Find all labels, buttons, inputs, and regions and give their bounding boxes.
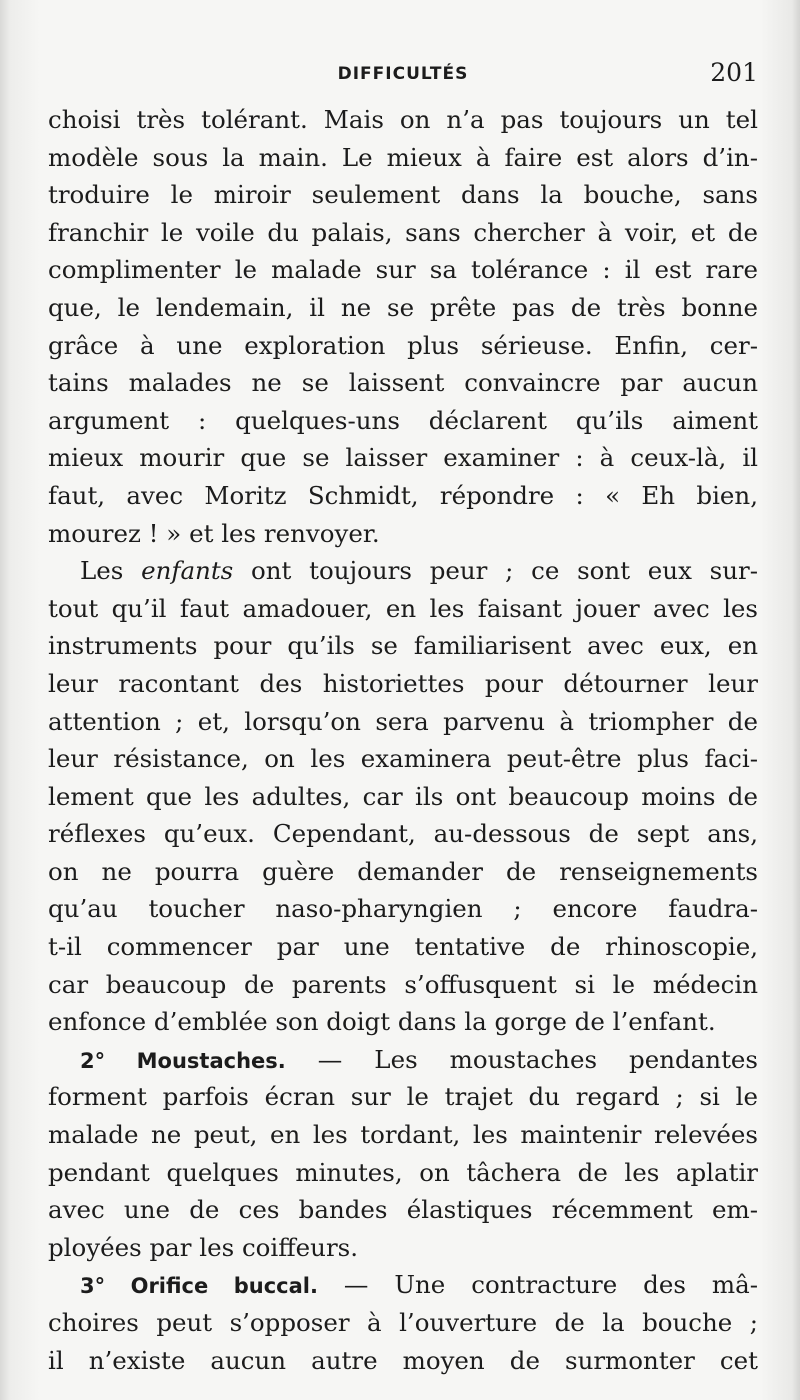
- running-title: DIFFICULTÉS: [337, 64, 469, 84]
- text-line: [48, 289, 758, 327]
- text-run: Les: [80, 556, 142, 586]
- section-heading: 2° Moustaches.: [80, 1048, 286, 1073]
- text-line: [48, 176, 758, 214]
- text-run: on ne pourra guère demander de renseignements: [48, 856, 758, 886]
- text-line: [48, 703, 758, 741]
- text-run: leur racontant des historiettes pour détourner leur: [48, 668, 758, 698]
- text-line: [48, 627, 758, 665]
- text-line: [48, 665, 758, 703]
- text-run: mourez ! » et les renvoyer.: [48, 518, 380, 548]
- text-line: [48, 364, 758, 402]
- text-run: attention ; et, lorsqu’on sera parvenu à triompher de: [48, 706, 758, 736]
- text-run: que, le lendemain, il ne se prête pas de très bonne: [48, 292, 758, 322]
- text-line: [48, 1304, 758, 1342]
- text-run: tout qu’il faut amadouer, en les faisant jouer avec les: [48, 593, 758, 623]
- text-line: [48, 1154, 758, 1192]
- text-run: choires peut s’opposer à l’ouverture de la bouche ;: [48, 1308, 758, 1337]
- text-run: pendant quelques minutes, on tâchera de les aplatir: [48, 1157, 758, 1187]
- text-line: [48, 552, 758, 590]
- running-head: [48, 58, 758, 90]
- text-run: franchir le voile du palais, sans chercher à voir, et de: [48, 217, 758, 247]
- text-line: [48, 1041, 758, 1079]
- text-run: il n’existe aucun autre moyen de surmonter cet: [48, 1345, 758, 1375]
- page-number: 201: [710, 58, 758, 87]
- text-line: [48, 251, 758, 289]
- text-run: modèle sous la main. Le mieux à faire est alors d’in-: [48, 142, 758, 172]
- text-line: [48, 1078, 758, 1116]
- text-run: tains malades ne se laissent convaincre par aucun: [48, 368, 758, 398]
- text-run: car beaucoup de parents s’offusquent si le médecin: [48, 969, 758, 999]
- text-run: ont toujours peur ; ce sont eux sur-: [233, 556, 758, 586]
- text-line: [48, 515, 758, 553]
- text-line: [48, 853, 758, 891]
- text-run: malade ne peut, en les tordant, les maintenir relevées: [48, 1120, 758, 1150]
- text-line: [48, 439, 758, 477]
- text-line: [48, 1116, 758, 1154]
- text-line: [48, 590, 758, 628]
- text-line: [48, 815, 758, 853]
- text-run: avec une de ces bandes élastiques récemment em-: [48, 1195, 758, 1225]
- text-run: grâce à une exploration plus sérieuse. Enfin, cer-: [48, 330, 758, 360]
- text-line: [48, 928, 758, 966]
- text-line: [48, 101, 758, 139]
- text-line: [48, 402, 758, 440]
- emphasized-text: enfants: [141, 556, 234, 586]
- text-run: argument : quelques-uns déclarent qu’ils aiment: [48, 405, 758, 435]
- text-run: ployées par les coiffeurs.: [48, 1232, 359, 1262]
- text-run: lement que les adultes, car ils ont beaucoup moins de: [48, 781, 758, 811]
- body-text: [48, 101, 758, 1379]
- text-run: choisi très tolérant. Mais on n’a pas toujours un tel: [48, 105, 758, 134]
- text-line: [48, 1342, 758, 1380]
- text-run: leur résistance, on les examinera peut-être plus faci-: [48, 744, 758, 774]
- text-run: qu’au toucher naso-pharyngien ; encore faudra-: [48, 894, 758, 924]
- text-run: instruments pour qu’ils se familiarisent avec eux, en: [48, 631, 758, 661]
- text-run: troduire le miroir seulement dans la bouche, sans: [48, 180, 758, 210]
- text-run: mieux mourir que se laisser examiner : à ceux-là, il: [48, 443, 758, 473]
- text-run: réflexes qu’eux. Cependant, au-dessous de sept ans,: [48, 819, 758, 849]
- text-line: [48, 1003, 758, 1041]
- text-run: forment parfois écran sur le trajet du regard ; si le: [48, 1082, 758, 1112]
- text-line: [48, 477, 758, 515]
- text-line: [48, 966, 758, 1004]
- text-line: [48, 1266, 758, 1304]
- text-line: [48, 139, 758, 177]
- text-run: enfonce d’emblée son doigt dans la gorge de l’enfant.: [48, 1007, 716, 1037]
- section-heading: 3° Orifice buccal.: [80, 1274, 318, 1299]
- text-line: [48, 327, 758, 365]
- text-line: [48, 890, 758, 928]
- text-run: faut, avec Moritz Schmidt, répondre : « Eh bien,: [48, 480, 758, 510]
- text-line: [48, 778, 758, 816]
- text-line: [48, 214, 758, 252]
- text-line: [48, 1229, 758, 1267]
- text-line: [48, 740, 758, 778]
- text-run: complimenter le malade sur sa tolérance : il est rare: [48, 255, 758, 285]
- text-line: [48, 1191, 758, 1229]
- text-run: — Les moustaches pendantes: [285, 1044, 758, 1074]
- text-run: — Une contracture des mâ-: [317, 1270, 758, 1300]
- text-run: t-il commencer par une tentative de rhinoscopie,: [48, 932, 758, 962]
